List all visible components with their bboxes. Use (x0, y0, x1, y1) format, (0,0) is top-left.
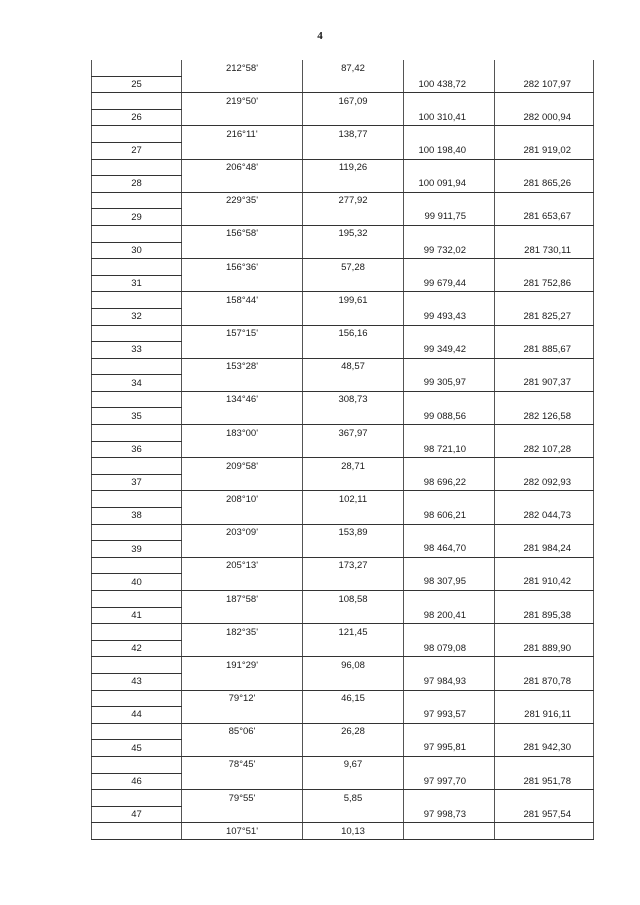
y-coordinate-cell: 281 885,67 (495, 342, 594, 359)
point-row (92, 541, 594, 558)
direction-angle-cell: 209°58' (182, 458, 303, 475)
direction-angle-cell: 203°09' (182, 524, 303, 541)
empty-cell (92, 159, 182, 176)
empty-cell (495, 723, 594, 740)
empty-cell (495, 325, 594, 342)
segment-length-cell: 108,58 (303, 591, 404, 608)
empty-cell (92, 93, 182, 110)
empty-cell (495, 557, 594, 574)
point-row (92, 209, 594, 226)
empty-cell (92, 458, 182, 475)
empty-cell (182, 142, 303, 159)
empty-cell (495, 292, 594, 309)
segment-length-cell: 156,16 (303, 325, 404, 342)
x-coordinate-cell: 97 995,81 (404, 740, 495, 757)
segment-length-cell: 57,28 (303, 259, 404, 276)
y-coordinate-cell: 281 919,02 (495, 142, 594, 159)
point-number-cell: 28 (92, 176, 182, 193)
empty-cell (495, 159, 594, 176)
empty-cell (182, 773, 303, 790)
empty-cell (182, 740, 303, 757)
point-number-cell: 33 (92, 342, 182, 359)
segment-row (92, 358, 594, 375)
empty-cell (92, 557, 182, 574)
empty-cell (303, 508, 404, 525)
segment-length-cell: 195,32 (303, 225, 404, 242)
empty-cell (495, 524, 594, 541)
direction-angle-cell: 78°45' (182, 756, 303, 773)
segment-length-cell: 277,92 (303, 192, 404, 209)
point-number-cell: 44 (92, 707, 182, 724)
coordinates-table-body (92, 60, 594, 839)
segment-length-cell: 46,15 (303, 690, 404, 707)
direction-angle-cell: 212°58' (182, 60, 303, 76)
point-number-cell: 32 (92, 308, 182, 325)
empty-cell (303, 474, 404, 491)
empty-cell (182, 607, 303, 624)
segment-row (92, 458, 594, 475)
segment-length-cell: 121,45 (303, 624, 404, 641)
empty-cell (303, 441, 404, 458)
segment-length-cell: 367,97 (303, 425, 404, 442)
segment-row (92, 657, 594, 674)
empty-cell (92, 723, 182, 740)
segment-row (92, 723, 594, 740)
segment-row (92, 524, 594, 541)
empty-cell (92, 126, 182, 143)
segment-row (92, 126, 594, 143)
x-coordinate-cell: 98 721,10 (404, 441, 495, 458)
x-coordinate-cell: 97 984,93 (404, 673, 495, 690)
segment-row (92, 259, 594, 276)
segment-row (92, 425, 594, 442)
x-coordinate-cell: 98 464,70 (404, 541, 495, 558)
point-number-cell: 47 (92, 806, 182, 823)
y-coordinate-cell: 282 092,93 (495, 474, 594, 491)
x-coordinate-cell: 99 305,97 (404, 375, 495, 392)
empty-cell (92, 756, 182, 773)
point-number-cell: 31 (92, 275, 182, 292)
empty-cell (303, 773, 404, 790)
direction-angle-cell: 182°35' (182, 624, 303, 641)
x-coordinate-cell: 99 679,44 (404, 275, 495, 292)
segment-length-cell: 48,57 (303, 358, 404, 375)
y-coordinate-cell: 281 916,11 (495, 707, 594, 724)
point-number-cell: 46 (92, 773, 182, 790)
y-coordinate-cell: 281 895,38 (495, 607, 594, 624)
point-row (92, 375, 594, 392)
point-row (92, 342, 594, 359)
point-row (92, 707, 594, 724)
empty-cell (303, 806, 404, 823)
segment-row (92, 756, 594, 773)
empty-cell (92, 491, 182, 508)
direction-angle-cell: 156°58' (182, 225, 303, 242)
empty-cell (92, 823, 182, 840)
empty-cell (182, 707, 303, 724)
x-coordinate-cell: 100 091,94 (404, 176, 495, 193)
empty-cell (303, 607, 404, 624)
segment-length-cell: 308,73 (303, 391, 404, 408)
x-coordinate-cell: 99 911,75 (404, 209, 495, 226)
direction-angle-cell: 183°00' (182, 425, 303, 442)
point-number-cell: 30 (92, 242, 182, 259)
empty-cell (92, 624, 182, 641)
y-coordinate-cell: 281 957,54 (495, 806, 594, 823)
point-row (92, 76, 594, 93)
segment-length-cell: 9,67 (303, 756, 404, 773)
segment-length-cell: 28,71 (303, 458, 404, 475)
empty-cell (404, 325, 495, 342)
empty-cell (92, 358, 182, 375)
y-coordinate-cell: 281 825,27 (495, 308, 594, 325)
x-coordinate-cell: 99 349,42 (404, 342, 495, 359)
point-number-cell: 34 (92, 375, 182, 392)
y-coordinate-cell: 281 984,24 (495, 541, 594, 558)
x-coordinate-cell: 100 310,41 (404, 109, 495, 126)
point-row (92, 806, 594, 823)
empty-cell (404, 790, 495, 807)
y-coordinate-cell: 282 107,97 (495, 76, 594, 93)
empty-cell (404, 458, 495, 475)
segment-row (92, 823, 594, 840)
x-coordinate-cell: 97 997,70 (404, 773, 495, 790)
empty-cell (182, 673, 303, 690)
point-number-cell: 45 (92, 740, 182, 757)
empty-cell (303, 740, 404, 757)
empty-cell (404, 823, 495, 840)
empty-cell (495, 126, 594, 143)
empty-cell (404, 657, 495, 674)
y-coordinate-cell: 281 730,11 (495, 242, 594, 259)
empty-cell (303, 142, 404, 159)
empty-cell (495, 192, 594, 209)
segment-row (92, 159, 594, 176)
point-row (92, 441, 594, 458)
point-row (92, 109, 594, 126)
empty-cell (404, 491, 495, 508)
empty-cell (182, 109, 303, 126)
empty-cell (495, 93, 594, 110)
direction-angle-cell: 107°51' (182, 823, 303, 840)
segment-length-cell: 10,13 (303, 823, 404, 840)
point-row (92, 508, 594, 525)
empty-cell (303, 541, 404, 558)
segment-length-cell: 119,26 (303, 159, 404, 176)
direction-angle-cell: 187°58' (182, 591, 303, 608)
empty-cell (303, 707, 404, 724)
empty-cell (495, 425, 594, 442)
x-coordinate-cell: 99 732,02 (404, 242, 495, 259)
direction-angle-cell: 206°48' (182, 159, 303, 176)
point-number-cell: 25 (92, 76, 182, 93)
empty-cell (495, 358, 594, 375)
segment-row (92, 292, 594, 309)
coordinates-table (91, 60, 594, 840)
point-row (92, 673, 594, 690)
direction-angle-cell: 191°29' (182, 657, 303, 674)
empty-cell (495, 225, 594, 242)
empty-cell (92, 524, 182, 541)
point-number-cell: 40 (92, 574, 182, 591)
segment-row (92, 624, 594, 641)
segment-length-cell: 102,11 (303, 491, 404, 508)
empty-cell (182, 508, 303, 525)
segment-length-cell: 5,85 (303, 790, 404, 807)
y-coordinate-cell: 282 000,94 (495, 109, 594, 126)
y-coordinate-cell: 281 865,26 (495, 176, 594, 193)
empty-cell (404, 192, 495, 209)
empty-cell (495, 591, 594, 608)
empty-cell (404, 126, 495, 143)
segment-row (92, 60, 594, 76)
segment-row (92, 225, 594, 242)
empty-cell (303, 375, 404, 392)
empty-cell (404, 756, 495, 773)
empty-cell (404, 690, 495, 707)
direction-angle-cell: 134°46' (182, 391, 303, 408)
empty-cell (92, 325, 182, 342)
page-number: 4 (317, 30, 323, 42)
direction-angle-cell: 156°36' (182, 259, 303, 276)
segment-length-cell: 199,61 (303, 292, 404, 309)
empty-cell (182, 806, 303, 823)
x-coordinate-cell: 98 200,41 (404, 607, 495, 624)
direction-angle-cell: 79°55' (182, 790, 303, 807)
empty-cell (303, 574, 404, 591)
empty-cell (182, 574, 303, 591)
point-row (92, 640, 594, 657)
segment-length-cell: 87,42 (303, 60, 404, 76)
point-number-cell: 29 (92, 209, 182, 226)
segment-row (92, 391, 594, 408)
y-coordinate-cell: 281 942,30 (495, 740, 594, 757)
empty-cell (495, 491, 594, 508)
empty-cell (404, 591, 495, 608)
empty-cell (495, 60, 594, 76)
segment-length-cell: 138,77 (303, 126, 404, 143)
empty-cell (495, 624, 594, 641)
point-number-cell: 42 (92, 640, 182, 657)
empty-cell (92, 225, 182, 242)
empty-cell (92, 391, 182, 408)
point-number-cell: 38 (92, 508, 182, 525)
segment-row (92, 93, 594, 110)
empty-cell (182, 242, 303, 259)
x-coordinate-cell: 97 998,73 (404, 806, 495, 823)
empty-cell (303, 176, 404, 193)
empty-cell (404, 259, 495, 276)
empty-cell (303, 308, 404, 325)
empty-cell (182, 308, 303, 325)
empty-cell (92, 790, 182, 807)
point-row (92, 308, 594, 325)
x-coordinate-cell: 100 438,72 (404, 76, 495, 93)
segment-length-cell: 96,08 (303, 657, 404, 674)
segment-length-cell: 173,27 (303, 557, 404, 574)
point-number-cell: 36 (92, 441, 182, 458)
y-coordinate-cell: 281 951,78 (495, 773, 594, 790)
empty-cell (92, 259, 182, 276)
empty-cell (495, 823, 594, 840)
empty-cell (182, 640, 303, 657)
point-row (92, 408, 594, 425)
segment-row (92, 192, 594, 209)
segment-row (92, 690, 594, 707)
x-coordinate-cell: 98 079,08 (404, 640, 495, 657)
empty-cell (404, 292, 495, 309)
empty-cell (303, 673, 404, 690)
empty-cell (404, 93, 495, 110)
point-row (92, 176, 594, 193)
x-coordinate-cell: 97 993,57 (404, 707, 495, 724)
x-coordinate-cell: 99 493,43 (404, 308, 495, 325)
empty-cell (182, 209, 303, 226)
direction-angle-cell: 205°13' (182, 557, 303, 574)
empty-cell (303, 408, 404, 425)
point-row (92, 242, 594, 259)
direction-angle-cell: 157°15' (182, 325, 303, 342)
segment-row (92, 790, 594, 807)
empty-cell (495, 259, 594, 276)
empty-cell (404, 624, 495, 641)
direction-angle-cell: 208°10' (182, 491, 303, 508)
empty-cell (92, 425, 182, 442)
empty-cell (404, 358, 495, 375)
empty-cell (495, 790, 594, 807)
empty-cell (182, 176, 303, 193)
empty-cell (182, 408, 303, 425)
empty-cell (92, 657, 182, 674)
empty-cell (404, 60, 495, 76)
segment-length-cell: 167,09 (303, 93, 404, 110)
direction-angle-cell: 85°06' (182, 723, 303, 740)
y-coordinate-cell: 282 126,58 (495, 408, 594, 425)
point-number-cell: 26 (92, 109, 182, 126)
empty-cell (404, 557, 495, 574)
direction-angle-cell: 229°35' (182, 192, 303, 209)
y-coordinate-cell: 282 044,73 (495, 508, 594, 525)
empty-cell (92, 60, 182, 76)
empty-cell (404, 391, 495, 408)
point-row (92, 474, 594, 491)
empty-cell (182, 441, 303, 458)
empty-cell (404, 524, 495, 541)
empty-cell (92, 192, 182, 209)
x-coordinate-cell: 99 088,56 (404, 408, 495, 425)
empty-cell (404, 225, 495, 242)
point-number-cell: 43 (92, 673, 182, 690)
empty-cell (495, 756, 594, 773)
empty-cell (303, 76, 404, 93)
direction-angle-cell: 79°12' (182, 690, 303, 707)
point-number-cell: 39 (92, 541, 182, 558)
empty-cell (404, 425, 495, 442)
y-coordinate-cell: 281 889,90 (495, 640, 594, 657)
empty-cell (182, 342, 303, 359)
segment-row (92, 591, 594, 608)
empty-cell (182, 76, 303, 93)
segment-row (92, 491, 594, 508)
point-number-cell: 35 (92, 408, 182, 425)
segment-length-cell: 153,89 (303, 524, 404, 541)
empty-cell (303, 275, 404, 292)
empty-cell (182, 474, 303, 491)
empty-cell (182, 275, 303, 292)
empty-cell (404, 159, 495, 176)
empty-cell (92, 591, 182, 608)
empty-cell (92, 292, 182, 309)
y-coordinate-cell: 281 653,67 (495, 209, 594, 226)
point-row (92, 574, 594, 591)
empty-cell (495, 690, 594, 707)
point-row (92, 773, 594, 790)
point-row (92, 275, 594, 292)
point-row (92, 142, 594, 159)
x-coordinate-cell: 98 696,22 (404, 474, 495, 491)
empty-cell (404, 723, 495, 740)
y-coordinate-cell: 282 107,28 (495, 441, 594, 458)
direction-angle-cell: 158°44' (182, 292, 303, 309)
direction-angle-cell: 216°11' (182, 126, 303, 143)
segment-row (92, 557, 594, 574)
direction-angle-cell: 219°50' (182, 93, 303, 110)
x-coordinate-cell: 100 198,40 (404, 142, 495, 159)
point-number-cell: 41 (92, 607, 182, 624)
direction-angle-cell: 153°28' (182, 358, 303, 375)
empty-cell (495, 391, 594, 408)
y-coordinate-cell: 281 752,86 (495, 275, 594, 292)
segment-row (92, 325, 594, 342)
empty-cell (303, 342, 404, 359)
empty-cell (495, 458, 594, 475)
y-coordinate-cell: 281 870,78 (495, 673, 594, 690)
point-row (92, 607, 594, 624)
empty-cell (303, 209, 404, 226)
empty-cell (303, 109, 404, 126)
x-coordinate-cell: 98 307,95 (404, 574, 495, 591)
empty-cell (182, 541, 303, 558)
x-coordinate-cell: 98 606,21 (404, 508, 495, 525)
point-row (92, 740, 594, 757)
segment-length-cell: 26,28 (303, 723, 404, 740)
empty-cell (495, 657, 594, 674)
y-coordinate-cell: 281 907,37 (495, 375, 594, 392)
empty-cell (92, 690, 182, 707)
empty-cell (182, 375, 303, 392)
empty-cell (303, 640, 404, 657)
point-number-cell: 37 (92, 474, 182, 491)
empty-cell (303, 242, 404, 259)
y-coordinate-cell: 281 910,42 (495, 574, 594, 591)
point-number-cell: 27 (92, 142, 182, 159)
